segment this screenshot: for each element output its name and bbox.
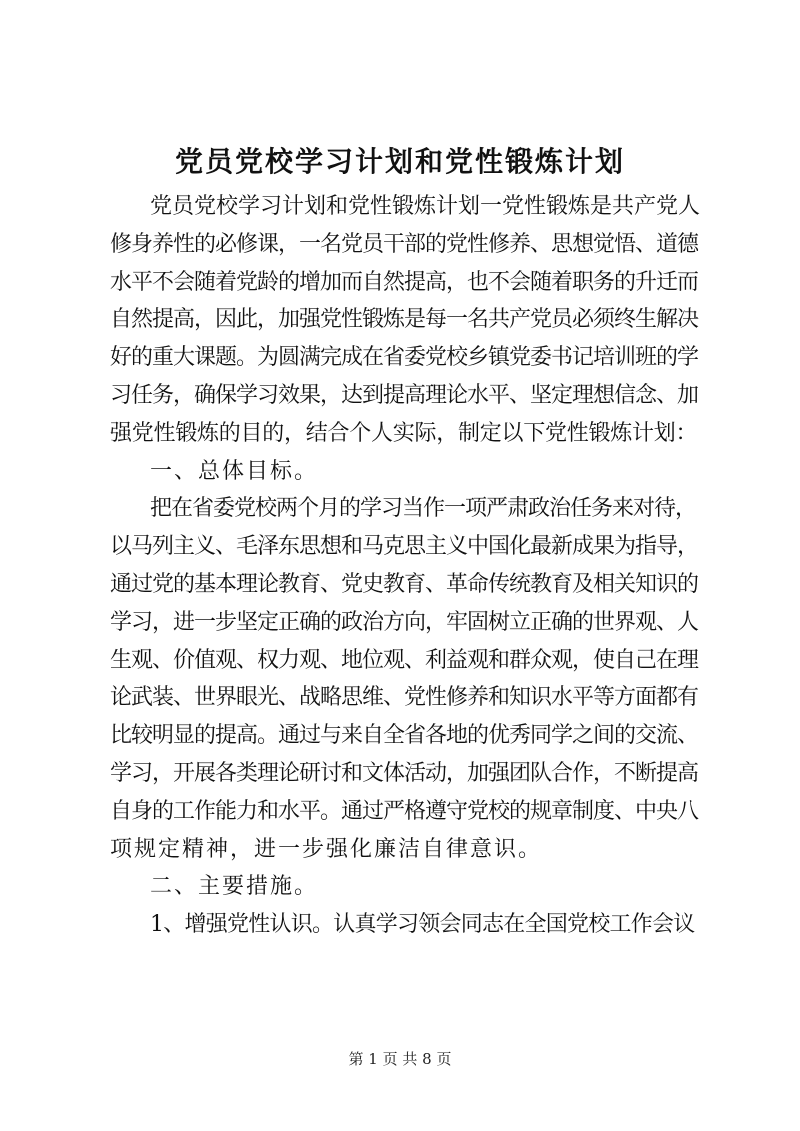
body-line: 水平不会随着党龄的增加而自然提高，也不会随着职务的升迁而 (110, 269, 699, 295)
body-line: 习任务，确保学习效果，达到提高理论水平、坚定理想信念、加 (110, 382, 699, 408)
body-line: 学习，开展各类理论研讨和文体活动，加强团队合作，不断提高 (110, 760, 699, 786)
body-line: 党员党校学习计划和党性锻炼计划一党性锻炼是共产党人 (150, 194, 701, 219)
document-body (110, 188, 700, 944)
body-line: 1、增强党性认识。认真学习领会同志在全国党校工作会议 (150, 912, 695, 938)
body-line: 论武装、世界眼光、战略思维、党性修养和知识水平等方面都有 (110, 685, 699, 711)
body-line: 把在省委党校两个月的学习当作一项严肃政治任务来对待， (150, 496, 697, 522)
section-heading: 二、主要措施。 (150, 874, 319, 900)
document-title: 党员党校学习计划和党性锻炼计划 (174, 145, 625, 178)
body-line: 好的重大课题。为圆满完成在省委党校乡镇党委书记培训班的学 (110, 345, 699, 371)
body-line: 自然提高，因此，加强党性锻炼是每一名共产党员必须终生解决 (110, 307, 699, 333)
body-line: 强党性锻炼的目的，结合个人实际，制定以下党性锻炼计划： (110, 420, 698, 446)
body-line: 自身的工作能力和水平。通过严格遵守党校的规章制度、中央八 (110, 798, 699, 824)
section-heading: 一、总体目标。 (150, 458, 319, 484)
body-line: 学习，进一步坚定正确的政治方向，牢固树立正确的世界观、人 (110, 609, 699, 635)
body-line: 比较明显的提高。通过与来自全省各地的优秀同学之间的交流、 (110, 723, 699, 749)
body-line: 生观、价值观、权力观、地位观、利益观和群众观，使自己在理 (110, 647, 699, 673)
body-line: 通过党的基本理论教育、党史教育、革命传统教育及相关知识的 (110, 571, 699, 597)
body-line: 以马列主义、毛泽东思想和马克思主义中国化最新成果为指导， (110, 534, 699, 560)
body-line: 项规定精神，进一步强化廉洁自律意识。 (110, 836, 543, 862)
page-footer: 第 1 页 共 8 页 (348, 1050, 452, 1068)
body-line: 修身养性的必修课，一名党员干部的党性修养、思想觉悟、道德 (110, 231, 699, 257)
